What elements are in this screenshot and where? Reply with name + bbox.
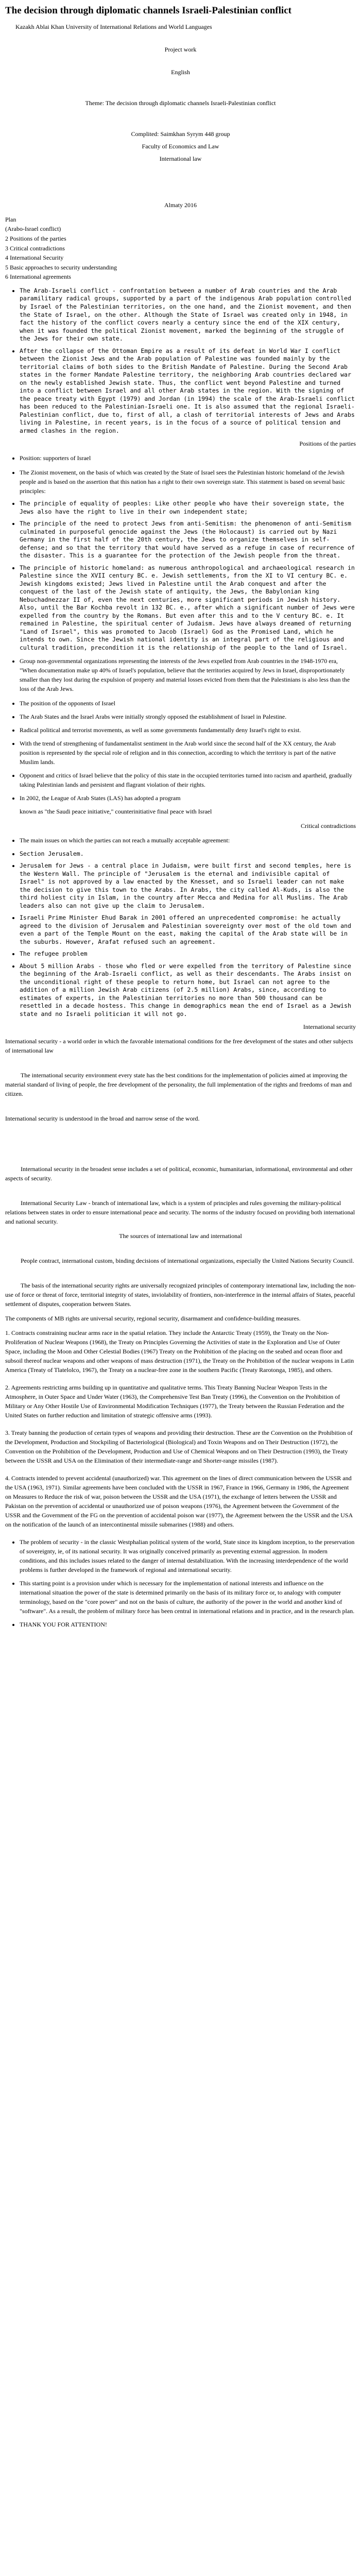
list-item: • This starting point is a provision under which is necessary for the implementation of national interests and influence on the international situation the power of the state is determined primarily on the basis of its military force or, to analogy with computer terminology, based on the "core power" and not on the basis of culture, the authority of the power in the world and another kind of "software". As a result, the problem of military force has been central in international relations and in practice, and in the research plan. — [20, 1579, 356, 1616]
paragraph: International security is understood in the broad and narrow sense of the word. — [5, 1115, 200, 1123]
list-item: • The principle of the need to protect Jews from anti-Semitism: the phenomenon of anti-Semitism culminated in purposeful genocide against the Jews (the Holocaust) is carried out by Nazi Germany in the first half of the 20th century, the Jews to organize themselves in self-defense; and so that the territory that would have served as a refuge in case of recurrence of the disaster. This is a guarantee for the protection of the Jewish people from the threat. — [20, 520, 356, 560]
list-item: • The principle of equality of peoples: Like other people who have their sovereign state, the Jews also have the right to live in their own independent state; — [20, 500, 356, 516]
list-item: • The problem of security - in the classic Westphalian political system of the world, State since its kingdom inception, to the preservation of sovereignty, ie, of its national security. It was originally conceived primarily as preventing external aggression. In modern conditions, and this includes issues related to the danger of internal destabilization. With the increasing interdependence of the world problems is further developed in the framework of regional and international security. — [20, 1537, 356, 1574]
list-item: • The refugee problem — [20, 950, 356, 958]
list-item: • In 2002, the League of Arab States (LAS) has adopted a program — [20, 793, 356, 803]
paragraph: International security - a world order in which the favorable international conditions for the free development of the states and other subjects of international law — [5, 1038, 353, 1055]
israel-supporters-bullets — [5, 468, 356, 693]
section-heading-security: International security — [303, 1023, 356, 1031]
contradictions-bullets — [5, 836, 356, 845]
list-item: • About 5 million Arabs - those who fled or were expelled from the territory of Palestine since the beginning of the Arab-Israeli conflict, as well as their descendants. The Arabs insist on the unconditional right of these people to return home, but Israel can not agree to the addition of a million Jewish Arab citizens (of 2.5 million) Arabs, since, according to estimates of experts, in the Palestinian territories no more than 500 thousand can be resettled in a decade hostess. This change in demographics mean the end of Israel as a Jewish state and no Israeli politician it will not go. — [20, 962, 356, 1019]
final-bullets — [5, 1537, 356, 1629]
list-item: • Israeli Prime Minister Ehud Barak in 2001 offered an unprecedented compromise: he actually agreed to the division of Jerusalem and Palestinian sovereignty over most of the old town and even a part of the Temple Mount on the east, making the capital of the Arab state will be in the suburbs. However, Arafat refused such an agreement. — [20, 914, 356, 946]
theme-line: Theme: The decision through diplomatic channels Israeli-Palestinian conflict — [85, 99, 276, 107]
list-item: • The Arab States and the Israel Arabs were initially strongly opposed the establishment of Israel in Palestine. — [20, 712, 356, 721]
work-type: Project work — [164, 45, 197, 53]
language-label: English — [171, 68, 190, 76]
list-item: • Section Jerusalem. — [20, 850, 356, 858]
paragraph: The components of MB rights are universal security, regional security, disarmament and confidence-building measures. — [5, 1315, 301, 1323]
section-heading-contradictions: Critical contradictions — [301, 822, 356, 829]
paragraph: 1. Contracts constraining nuclear arms race in the spatial relation. They include the Antarctic Treaty (1959), the Treaty on the Non-Proliferation of Nuclear Weapons (1968), the Treaty on Principles Governing the Activities of state in the Exploration and Use of Outer Space, including the Moon and Other Celestial Bodies (1967) Treaty on the Prohibition of the placing on the seabed and ocean floor and subsoil thereof nuclear weapons and other weapons of mass destruction (1971), the Treaty on the Prohibition of the nuclear weapons in Latin America (Treaty of Tlatelolco, 1967), the Treaty on a nuclear-free zone in the southern Pacific (Treaty Rarotonga, 1985), and others. — [5, 1329, 354, 1374]
paragraph: 4. Contracts intended to prevent accidental (unauthorized) war. This agreement on the lines of direct communication between the USSR and the USA (1963, 1971). Similar agreements have been concluded with the USSR in 1967, France in 1966, Germany in 1986, the Agreement on Measures to Reduce the risk of war, poison between the USSR and the USA (1971), the exchange of letters between the USSR and Pakistan on the prevention of accidental or unauthorized use of poison weapons (1976), the Agreement between the Government of the USSR and the Government of the FG on the prevention of accidental poison war (1977), the Agreement between the the USSR and the USA on the notification of the launch of an intercontinental missile submarines (1988) and others. — [5, 1475, 353, 1529]
university-name: Kazakh Ablai Khan University of International Relations and World Languages — [15, 23, 212, 30]
list-item: • The Zionist movement, on the basis of which was created by the State of Israel sees the Palestinian historic homeland of the Jewish people and is based on the assertion that this nation has a right to their own sovereign state. This statement is based on several basic principles: — [20, 468, 356, 496]
plan-item: 2 Positions of the parties — [5, 234, 66, 242]
positions-intro-bullets — [5, 453, 356, 463]
plan-item: 5 Basic approaches to security understanding — [5, 263, 117, 271]
plan-item: 6 International agreements — [5, 273, 71, 281]
plan-item: 4 International Security — [5, 254, 64, 262]
paragraph: 2. Agreements restricting arms building up in quantitative and qualitative terms. This Treaty Banning Nuclear Weapon Tests in the Atmosphere, in Outer Space and Under Water (1963), the Comprehensive Test Ban Treaty (1996), the Convention on the Prohibition of Military or Any Other Hostile Use of Environmental Modification Techniques (1977), the Treaty between the Russian Federation and the United States on further reduction and limitation of strategic offensive arms (1993). — [5, 1384, 345, 1419]
list-item: • The main issues on which the parties can not reach a mutually acceptable agreement: — [20, 836, 356, 845]
paragraph: International security in the broadest sense includes a set of political, economic, humanitarian, informational, environmental and other aspects of security. — [5, 1165, 353, 1182]
saudi-initiative-text: known as "the Saudi peace initiative," counterinitiative final peace with Israel — [20, 807, 212, 815]
paragraph: People contract, international custom, binding decisions of international organizations, especially the United Nations Security Council. — [21, 1257, 354, 1265]
list-item: • The Arab-Israeli conflict - confrontation between a number of Arab countries and the Arab paramilitary radical groups, supported by a part of the indigenous Arab population controlled by Israel of the Palestinian territories, on the one hand, and the Zionist movement, and then the State of Israel, on the other. Although the State of Israel was created only in 1948, in fact the history of the conflict covers nearly a century since the end of the XIX century, when it was founded the political Zionist movement, marked the beginning of the struggle of the Jews for their own state. — [20, 287, 356, 343]
plan-item: 3 Critical contradictions — [5, 244, 65, 252]
document-title: The decision through diplomatic channels Israeli-Palestinian conflict — [5, 5, 291, 16]
paragraph: 3. Treaty banning the production of certain types of weapons and providing their destruction. These are the Convention on the Prohibition of the Development, Production and Stockpiling of Bacteriological (Biological) and Toxin Weapons and on Their Destruction (1972), the Convention on the Prohibition of the Development, Production and Use of Chemical Weapons and on Their Destruction (1993), the Treaty between the USSR and USA on the Elimination of their intermediate-range and Shorter-range missiles (1987). — [5, 1429, 353, 1465]
plan-heading: Plan — [5, 215, 16, 223]
israel-opponents-bullets — [5, 699, 356, 803]
list-item: • Jerusalem for Jews - a central place in Judaism, were built first and second temples, here is the Western Wall. The principle of "Jerusalem is the eternal and indivisible capital of Israel" is not approved by a law enacted by the Knesset, and so Israeli leader can not make the decision to give this town to the Arabs. In Arabs, the city called Al-Kuds, is also the third holiest city in Islam, in the country after Mecca and Medina for all Muslims. The Arab leaders also can not give up the claim to Jerusalem. — [20, 862, 356, 910]
paragraph: The basis of the international security rights are universally recognized principles of contemporary international law, including the non-use of force or threat of force, territorial integrity of states, inviolability of frontiers, non-interference in the internal affairs of States, peaceful settlement of disputes, cooperation between States. — [5, 1282, 356, 1308]
faculty-name: Faculty of Economics and Law — [142, 142, 219, 150]
list-item: • Opponent and critics of Israel believe that the policy of this state in the occupied territories turned into racism and apartheid, gradually taking Palestinian lands and persistent and flagrant violation of their rights. — [20, 771, 356, 789]
city-year: Almaty 2016 — [164, 201, 197, 209]
security-definition — [5, 1037, 356, 1123]
list-item: • Position: supporters of Israel — [20, 453, 356, 463]
list-item: • Radical political and terrorist movements, as well as some governments fundamentally deny Israel's right to exist. — [20, 725, 356, 735]
paragraph: The sources of international law and international — [119, 1232, 242, 1240]
list-item: • With the trend of strengthening of fundamentalist sentiment in the Arab world since the second half of the XX century, the Arab position is represented by the special role of religion and in this connection, according to which the territory is part of the native Muslim lands. — [20, 739, 356, 767]
conflict-bullets — [5, 287, 356, 435]
section-heading-positions: Positions of the parties — [299, 440, 356, 448]
jerusalem-refugee-bullets — [5, 850, 356, 1019]
list-item: • After the collapse of the Ottoman Empire as a result of its defeat in World War I conflict between the Zionist Jews and the Arab population of Palestine was founded mainly by the territorial claims of both sides to the British Mandate of Palestine. During the Second Arab states in the former Mandate Palestine territory, the neighboring Arab countries declared war on the newly established Jewish state. Thus, the conflict went beyond Palestine and turned into a conflict between Israel and all other Arab states in the region. With the signing of the peace treaty with Egypt (1979) and Jordan (in 1994) the scale of the Arab-Israeli conflict has been reduced to the Palestinian-Israeli one. It is also assumed that the regional Israeli-Palestinian conflict, due to, first of all, a clash of territorial interests of Jews and Arabs living in Palestine, in recent years, is in the focus of a source of political tension and armed clashes in the region. — [20, 347, 356, 435]
plan-section — [5, 215, 356, 282]
security-law-section — [5, 1164, 356, 1323]
paragraph: The international security environment every state has the best conditions for the implementation of policies aimed at improving the material standard of living of people, the free development of the personality, the full implementation of the rights and freedoms of man and citizen. — [5, 1072, 352, 1098]
plan-item: (Arabo-Israel conflict) — [5, 225, 61, 233]
department-name: International law — [159, 155, 202, 162]
list-item: • Group non-governmental organizations representing the interests of the Jews expelled from Arab countries in the 1948-1970 era, "When documentation make up 40% of Israel's population, believe that the territories acquired by Jews in Israel, disproportionately smaller than they lost during the expulsion of property and material losses evicted from them that the Palestinians is also less than the loss of the Arab Jews. — [20, 656, 356, 693]
paragraph: International Security Law - branch of international law, which is a system of principles and rules governing the military-political relations between states in order to ensure international peace and security. The norms of the industry focused on providing both international and national security. — [5, 1199, 355, 1226]
list-item: • The principle of historic homeland: as numerous anthropological and archaeological research in Palestine since the XVII century BC. e. Jewish settlements, from the XI to VI century BC. e. Jewish kingdoms existed; Jews lived in Palestine until the Arab conquest and after the conquest of the last of the Jewish state of antiquity, the Jews, the Babylonian king Nebuchadnezzar II of, even the next centuries, more significant periods in Jewish history. Also, until the Bar Kochba revolt in 132 BC. e., after which a significant number of Jews were expelled from the country by the Romans. But even after this and to the V century BC. e. It remained in Palestine, the spiritual center of Judaism. Jews have always dreamed of returning "Land of Israel", this was promoted to Jacob (Israel) God as the Promised Land, which he intends to own. Since the Jewish national identity is an integral part of the religious and cultural tradition, precondition it is the relationship of the people to the land of Israel. — [20, 564, 356, 652]
thank-you-line: • THANK YOU FOR ATTENTION! — [20, 1620, 356, 1629]
completed-by: Complited: Saimkhan Syrym 448 group — [131, 130, 230, 138]
list-item: • The position of the opponents of Israel — [20, 699, 356, 708]
agreements-section — [5, 1328, 356, 1529]
